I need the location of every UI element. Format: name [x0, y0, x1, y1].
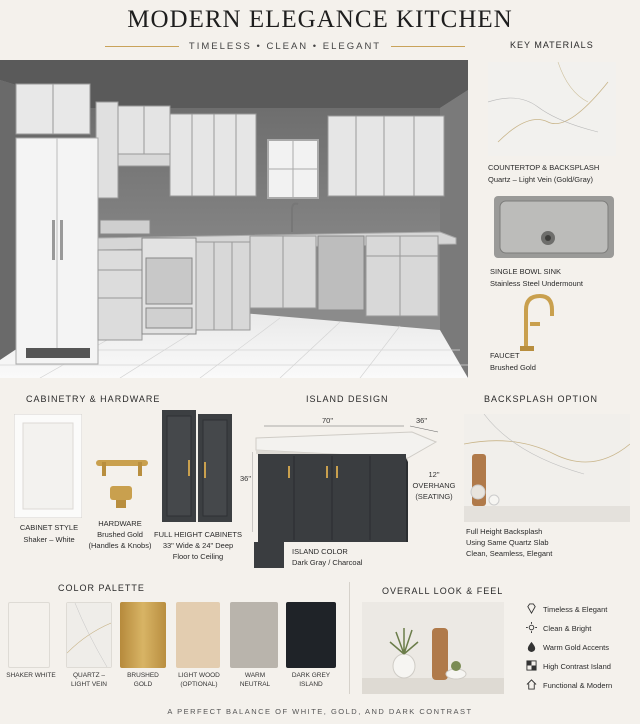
swatch-dark-grey — [286, 602, 336, 668]
hardware-title: HARDWARE — [98, 519, 142, 528]
subtitle: TIMELESS • CLEAN • ELEGANT — [188, 40, 382, 52]
backsplash-line-2: Using Same Quartz Slab — [466, 538, 549, 547]
swatch-warm-neutral — [230, 602, 278, 668]
island-color-title: ISLAND COLOR — [292, 547, 348, 556]
feature-item — [526, 679, 612, 692]
backsplash-heading: BACKSPLASH OPTION — [484, 394, 599, 404]
materials-heading: KEY MATERIALS — [510, 40, 594, 50]
cabinet-style-desc: Shaker – White — [23, 535, 75, 544]
swatch-label: QUARTZ – LIGHT VEIN — [70, 672, 107, 688]
subtitle-row — [105, 38, 465, 54]
hardware-desc-2: (Handles & Knobs) — [88, 541, 152, 550]
kitchen-render — [0, 60, 468, 378]
backsplash-photo — [464, 414, 630, 522]
look-photo — [362, 602, 504, 694]
look-heading: OVERALL LOOK & FEEL — [382, 586, 504, 596]
sink-desc: Stainless Steel Undermount — [490, 279, 583, 288]
sink-photo — [494, 196, 614, 258]
feature-label: Clean & Bright — [543, 624, 592, 633]
checker-icon — [526, 660, 537, 673]
swatch-label: BRUSHED GOLD — [127, 672, 159, 688]
countertop-title: COUNTERTOP & BACKSPLASH — [488, 163, 600, 172]
feature-label: High Contrast Island — [543, 662, 611, 671]
island-color-swatch — [254, 542, 284, 568]
swatch-brushed-gold — [120, 602, 166, 668]
backsplash-line-3: Clean, Seamless, Elegant — [466, 549, 553, 558]
palette-heading: COLOR PALETTE — [58, 583, 145, 593]
swatch-shaker-white — [8, 602, 50, 668]
swatch-quartz — [66, 602, 112, 668]
overhang-dim: 12" — [428, 470, 440, 479]
house-icon — [526, 679, 537, 692]
sun-icon — [526, 622, 537, 635]
cabinet-style-title: CABINET STYLE — [19, 523, 79, 532]
feature-label: Warm Gold Accents — [543, 643, 609, 652]
sink-title: SINGLE BOWL SINK — [490, 267, 561, 276]
swatch-label: WARM NEUTRAL — [239, 672, 271, 688]
full-cabinets-desc-2: Floor to Ceiling — [172, 552, 224, 561]
feature-item — [526, 603, 607, 616]
overhang-label: OVERHANG — [412, 481, 456, 490]
shaker-door — [14, 414, 82, 518]
island-heading: ISLAND DESIGN — [306, 394, 389, 404]
gold-hardware — [92, 446, 152, 526]
full-cabinets-desc: 33" Wide & 24" Deep — [162, 541, 234, 550]
swatch-light-wood — [176, 602, 220, 668]
feature-label: Timeless & Elegant — [543, 605, 608, 614]
countertop-sample — [488, 62, 616, 156]
faucet-desc: Brushed Gold — [490, 363, 536, 372]
overhang-seating: (SEATING) — [415, 492, 453, 501]
divider — [105, 46, 179, 47]
countertop-desc: Quartz – Light Vein (Gold/Gray) — [488, 175, 594, 184]
island-width: 70" — [322, 416, 334, 425]
full-cabinets-title: FULL HEIGHT CABINETS — [154, 530, 242, 539]
diamond-icon — [526, 603, 537, 616]
backsplash-line-1: Full Height Backsplash — [466, 527, 543, 536]
swatch-label: DARK GREY ISLAND — [291, 672, 331, 688]
faucet-photo — [510, 292, 560, 352]
page-title: MODERN ELEGANCE KITCHEN — [127, 6, 513, 33]
divider — [349, 582, 350, 694]
feature-item — [526, 622, 591, 635]
full-height-cabinets — [160, 408, 234, 524]
swatch-label: LIGHT WOOD (OPTIONAL) — [178, 672, 220, 688]
drop-icon — [526, 641, 537, 654]
island-height: 36" — [240, 474, 252, 483]
island-depth: 36" — [416, 416, 428, 425]
swatch-label: SHAKER WHITE — [6, 672, 56, 679]
divider — [391, 46, 465, 47]
feature-item — [526, 660, 611, 673]
hardware-desc: Brushed Gold — [97, 530, 143, 539]
island-color-desc: Dark Gray / Charcoal — [292, 558, 363, 567]
feature-label: Functional & Modern — [543, 681, 613, 690]
footer-tagline: A PERFECT BALANCE OF WHITE, GOLD, AND DARK CONTRAST — [167, 707, 473, 716]
feature-item — [526, 641, 609, 654]
faucet-title: FAUCET — [490, 351, 520, 360]
cabinetry-heading: CABINETRY & HARDWARE — [26, 394, 161, 404]
